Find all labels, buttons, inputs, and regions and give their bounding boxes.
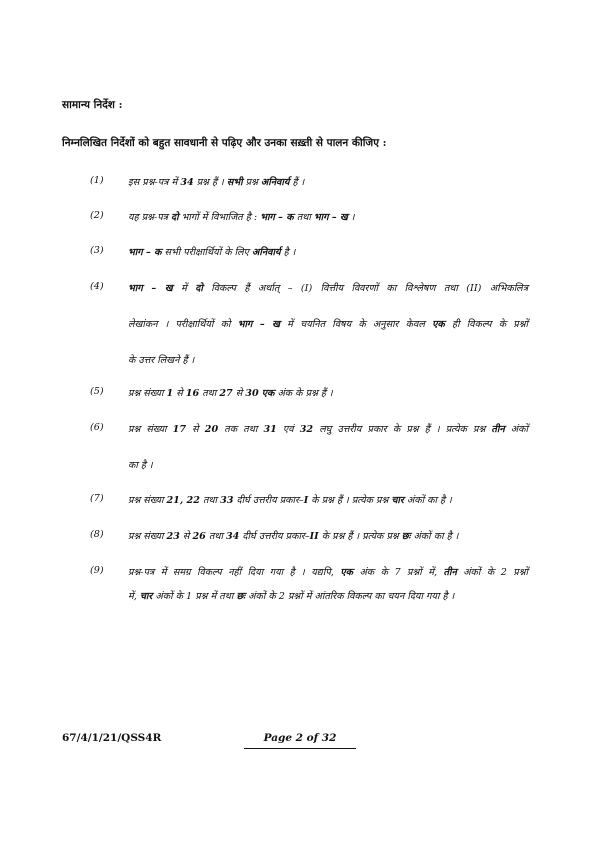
item-text-line: यह प्रश्न-पत्र दो भागों में विभाजित है : भाग – क तथा भाग – ख । — [128, 212, 355, 223]
item-number: (5) — [90, 386, 104, 397]
item-text-line: प्रश्न संख्या 17 से 20 तक तथा 31 एवं 32 लघु उत्तरीय प्रकार के प्रश्न हैं । प्रत्येक प्रश्न तीन अंकों — [128, 424, 528, 435]
emphasis-text: 30 — [245, 388, 259, 399]
item-text-line: प्रश्न संख्या 23 से 26 तथा 34 दीर्घ उत्तरीय प्रकार–II के प्रश्न हैं । प्रत्येक प्रश्न छः अंकों का है । — [128, 531, 459, 542]
item-text-line: प्रश्न संख्या 21, 22 तथा 33 दीर्घ उत्तरीय प्रकार–I के प्रश्न हैं । प्रत्येक प्रश्न चार अंकों का है । — [128, 495, 452, 506]
item-number: (4) — [90, 281, 104, 292]
item-number: (3) — [90, 245, 104, 256]
item-number: (9) — [90, 565, 104, 576]
emphasis-text: एक — [340, 567, 353, 578]
emphasis-text: छः — [401, 531, 411, 542]
emphasis-text: भाग – ख — [237, 319, 280, 330]
emphasis-text: 20 — [204, 424, 219, 435]
item-text-line: प्रश्न संख्या 1 से 16 तथा 27 से 30 एक अंक के प्रश्न हैं । — [128, 388, 333, 399]
item-number: (8) — [90, 529, 104, 540]
item-number: (1) — [90, 175, 104, 186]
emphasis-text: दो — [195, 283, 203, 294]
emphasis-text: अनिवार्य — [260, 177, 290, 188]
item-number: (7) — [90, 493, 104, 504]
emphasis-text: II — [309, 531, 319, 542]
emphasis-text: 26 — [192, 531, 206, 542]
item-text-line: में, चार अंकों के 1 प्रश्न में तथा छः अंकों के 2 प्रश्नों में आंतरिक विकल्प का चयन दिया गया है । — [128, 591, 455, 602]
emphasis-text: 17 — [172, 424, 187, 435]
emphasis-text: एक — [261, 388, 275, 399]
emphasis-text: 1 — [166, 388, 174, 399]
emphasis-text: 33 — [220, 495, 234, 506]
emphasis-text: दो — [171, 212, 179, 223]
emphasis-text: चार — [139, 591, 153, 602]
emphasis-text: 23 — [166, 531, 180, 542]
emphasis-text: तीन — [443, 567, 457, 578]
emphasis-text: 21, 22 — [166, 495, 200, 506]
item-number: (2) — [90, 210, 104, 221]
instruction-heading: निम्नलिखित निर्देशों को बहुत सावधानी से पढ़िए और उनका सख़्ती से पालन कीजिए : — [62, 137, 387, 149]
emphasis-text: 16 — [185, 388, 200, 399]
emphasis-text: छः — [236, 591, 246, 602]
item-number: (6) — [90, 422, 104, 433]
item-text-line: लेखांकन । परीक्षार्थियों को भाग – ख में चयनित विषय के अनुसार केवल एक ही विकल्प के प्रश्नों — [128, 319, 528, 330]
emphasis-text: 34 — [226, 531, 240, 542]
emphasis-text: भाग – ख — [128, 283, 173, 294]
emphasis-text: एक — [432, 319, 445, 330]
section-heading: सामान्य निर्देश : — [62, 99, 123, 111]
page-number: Page 2 of 32 — [244, 732, 356, 749]
emphasis-text: भाग – क — [260, 212, 294, 223]
item-text-line: का है । — [128, 460, 153, 471]
emphasis-text: I — [303, 495, 309, 506]
item-text-line: प्रश्न-पत्र में समग्र विकल्प नहीं दिया गया है । यद्यपि, एक अंक के 7 प्रश्नों में, तीन अंकों के 2 प्रश्नों — [128, 567, 529, 578]
emphasis-text: 27 — [219, 388, 233, 399]
emphasis-text: अनिवार्य — [252, 247, 281, 258]
emphasis-text: सभी — [226, 177, 243, 188]
item-text-line: इस प्रश्न-पत्र में 34 प्रश्न हैं । सभी प्रश्न अनिवार्य हैं । — [128, 177, 305, 188]
paper-code: 67/4/1/21/QSS4R — [62, 732, 162, 744]
emphasis-text: भाग – क — [128, 247, 162, 258]
emphasis-text: 34 — [180, 177, 194, 188]
emphasis-text: चार — [391, 495, 404, 506]
item-text-line: भाग – क सभी परीक्षार्थियों के लिए अनिवार्य है । — [128, 247, 296, 258]
emphasis-text: भाग – ख — [313, 212, 348, 223]
emphasis-text: तीन — [491, 424, 505, 435]
item-text-line: भाग – ख में दो विकल्प हैं अर्थात् – (I) वित्तीय विवरणों का विश्लेषण तथा (II) अभिकलित्र — [128, 283, 528, 294]
emphasis-text: 32 — [299, 424, 314, 435]
emphasis-text: 31 — [263, 424, 277, 435]
item-text-line: के उत्तर लिखने हैं । — [128, 355, 195, 366]
